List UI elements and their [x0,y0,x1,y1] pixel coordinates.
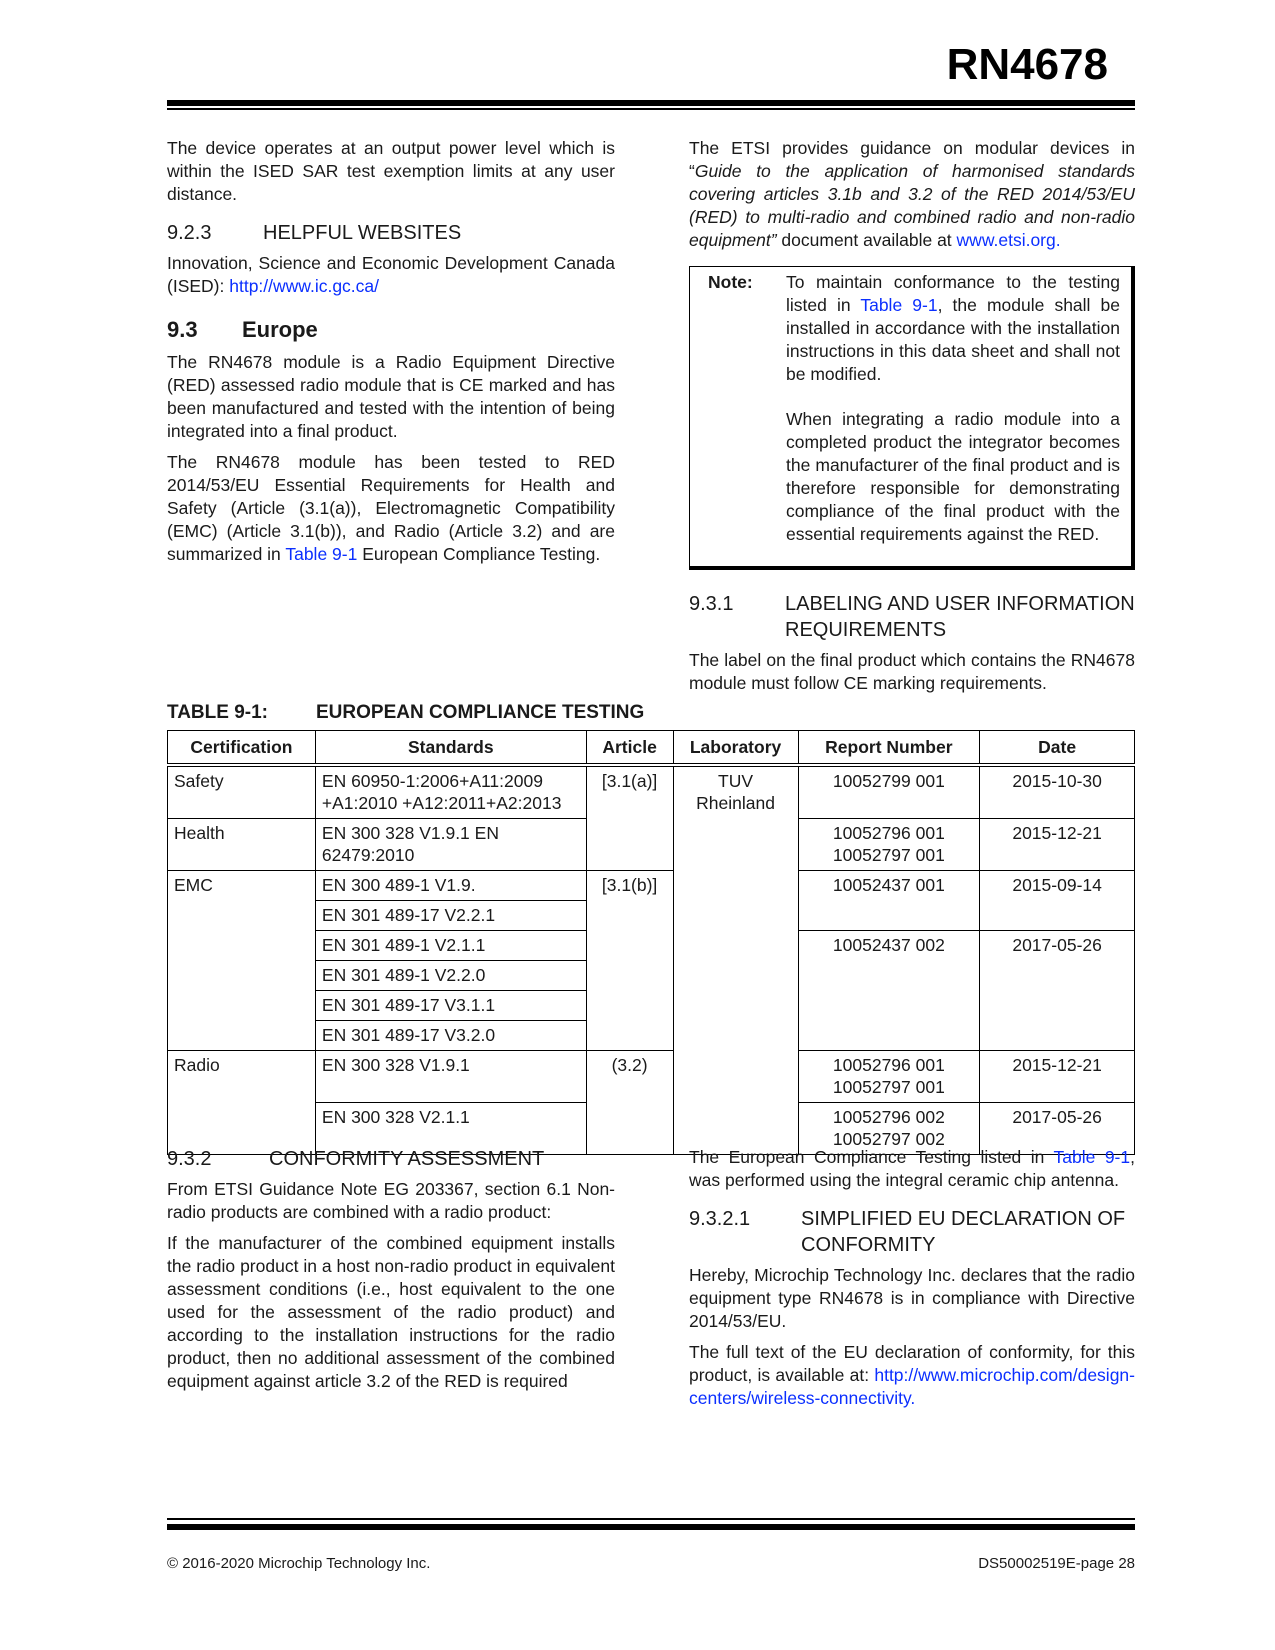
paragraph-declaration: Hereby, Microchip Technology Inc. declares that the radio equipment type RN4678 is in compliance with Directive 2014/53/EU. [689,1265,1135,1331]
heading-number: 9.3.2.1 [689,1208,751,1230]
footer-rule-thin [167,1518,1135,1520]
standard-cell: EN 301 489-17 V3.2.0 [315,1021,586,1051]
paragraph-full-text [689,1341,1135,1410]
cert-cell: Radio [168,1051,316,1155]
header-rule-thick [167,100,1135,106]
paragraph-label: The label on the final product which contains the RN4678 module must follow CE marking requirements. [689,650,1135,693]
article-cell: [3.1(a)] [586,765,673,871]
heading-text: CONFORMITY ASSESSMENT [269,1148,545,1170]
header-certification: Certification [168,731,316,766]
date-cell: 2015-12-21 [980,819,1135,871]
paragraph-red-module: The RN4678 module is a Radio Equipment Directive (RED) assessed radio module that is CE marked and has been manufactured and tested with the intention of being integrated into a final product. [167,352,615,441]
standard-cell: EN 300 489-1 V1.9. [315,871,586,901]
report-cell: 10052796 001 10052797 001 [798,1051,980,1103]
note-paragraph-1 [786,271,1120,386]
heading-9-3-1 [689,591,1135,643]
report-cell: 10052799 001 [798,765,980,819]
cert-cell: Safety [168,765,316,819]
paragraph-etsi-guidance: From ETSI Guidance Note EG 203367, section 6.1 Non-radio products are combined with a radio product: [167,1179,615,1222]
antenna-table-link[interactable]: Table 9-1 [1053,1147,1131,1167]
etsi-guide-title: Guide to the application of harmonised standards covering articles 3.1b and 3.2 of the RED 2014/53/EU (RED) to multi-radio and combined radio and non-radio equipment” [689,161,1135,250]
header-report-number: Report Number [798,731,980,766]
microchip-link[interactable]: http://www.microchip.com/design-centers/wireless-connectivity [689,1365,1135,1408]
footer-copyright: © 2016-2020 Microchip Technology Inc. [167,1555,431,1572]
date-cell: 2015-10-30 [980,765,1135,819]
heading-text: Europe [242,317,318,342]
full-text-end: . [910,1388,916,1408]
heading-text: HELPFUL WEBSITES [263,222,462,244]
etsi-text-b: document available at [776,230,957,250]
red-tested-end: European Compliance Testing. [357,544,601,564]
table-caption-title: EUROPEAN COMPLIANCE TESTING [316,702,645,723]
table-row [168,765,1135,819]
heading-number: 9.3.2 [167,1148,212,1170]
left-column-bottom [167,1146,615,1401]
header-laboratory: Laboratory [673,731,798,766]
heading-9-3-2-1 [689,1206,1135,1258]
right-column-top [689,137,1135,260]
note-label: Note: [708,272,753,292]
date-cell: 2017-05-26 [980,931,1135,1051]
standard-cell: EN 60950-1:2006+A11:2009 +A1:2010 +A12:2011+A2:2013 [315,765,586,819]
paragraph-red-tested [167,451,615,566]
note-text [786,271,1120,546]
standard-cell: EN 301 489-17 V2.2.1 [315,901,586,931]
note-text-b: , the module shall be installed in accordance with the installation instructions in this data sheet and shall not be modified. [786,295,1120,384]
paragraph-conformity: If the manufacturer of the combined equipment installs the radio product in a host non-radio product in equivalent assessment conditions (i.e., host equivalent to the one used for the assessment of the radio product) and according to the installation instructions for the radio product, then no additional assessment of the combined equipment against article 3.2 of the RED is required [167,1233,615,1391]
right-column-bottom [689,1146,1135,1418]
heading-9-2-3 [167,220,615,246]
paragraph-antenna [689,1146,1135,1192]
standard-cell: EN 301 489-1 V2.1.1 [315,931,586,961]
standard-cell: EN 300 328 V1.9.1 [315,1051,586,1103]
table-row [168,1051,1135,1103]
antenna-text-a: The European Compliance Testing listed in [689,1147,1054,1167]
date-cell: 2015-12-21 [980,1051,1135,1103]
report-cell: 10052437 002 [798,931,980,1051]
red-tested-text: The RN4678 module has been tested to RED 2014/53/EU Essential Requirements for Health and Safety (Article (3.1(a)), Electromagnetic Compatibility (EMC) (Article 3.1(b)), and Radio (Article 3.2) and are summarized in [167,452,615,564]
note-table-link[interactable]: Table 9-1 [860,295,938,315]
table-header-row [168,731,1135,766]
report-cell: 10052437 001 [798,871,980,931]
table-caption-number: TABLE 9-1: [167,702,268,723]
article-cell: [3.1(b)] [586,871,673,1051]
compliance-table [167,730,1135,1155]
article-cell: (3.2) [586,1051,673,1155]
note-box [689,266,1135,570]
heading-number: 9.2.3 [167,222,212,244]
header-rule-thin [167,108,1135,110]
report-cell: 10052796 002 10052797 002 [798,1103,980,1155]
cert-cell: Health [168,819,316,871]
heading-number: 9.3 [167,317,198,342]
heading-text: SIMPLIFIED EU DECLARATION OF CONFORMITY [801,1208,1126,1256]
ised-link[interactable]: http://www.ic.gc.ca/ [229,276,380,296]
heading-9-3 [167,318,615,341]
header-standards: Standards [315,731,586,766]
cert-cell: EMC [168,871,316,1051]
heading-number: 9.3.1 [689,593,734,615]
ised-text: Innovation, Science and Economic Development Canada (ISED): [167,253,615,296]
etsi-text: The ETSI provides guidance on modular devices in “ [689,138,1135,181]
standard-cell: EN 301 489-17 V3.1.1 [315,991,586,1021]
table-9-1-link[interactable]: Table 9-1 [285,544,358,564]
paragraph-etsi [689,137,1135,252]
note-paragraph-2: When integrating a radio module into a completed product the integrator becomes the manufacturer of the final product and is therefore responsible for demonstrating compliance of the final product with the essential requirements against the RED. [786,409,1120,544]
report-cell: 10052796 001 10052797 001 [798,819,980,871]
left-column-top [167,137,615,574]
document-title: RN4678 [946,40,1108,89]
paragraph-sar: The device operates at an output power level which is within the ISED SAR test exemption limits at any user distance. [167,138,615,204]
full-text-a: The full text of the EU declaration of conformity, for this product, is available at: [689,1342,1135,1385]
table-row [168,871,1135,901]
header-article: Article [586,731,673,766]
antenna-text-b: , was performed using the integral ceramic chip antenna. [689,1147,1135,1190]
note-text-a: To maintain conformance to the testing listed in [786,272,1120,315]
header-date: Date [980,731,1135,766]
etsi-link[interactable]: www.etsi.org [956,230,1056,250]
standard-cell: EN 300 328 V1.9.1 EN 62479:2010 [315,819,586,871]
paragraph-ised [167,252,615,298]
standard-cell: EN 301 489-1 V2.2.0 [315,961,586,991]
heading-9-3-2 [167,1146,615,1172]
right-column-labeling [689,591,1135,703]
etsi-end: . [1055,230,1061,250]
footer-page-number: DS50002519E-page 28 [978,1555,1135,1572]
footer-rule-thick [167,1524,1135,1530]
standard-cell: EN 300 328 V2.1.1 [315,1103,586,1155]
date-cell: 2017-05-26 [980,1103,1135,1155]
date-cell: 2015-09-14 [980,871,1135,931]
laboratory-cell: TUV Rheinland [673,765,798,1155]
heading-text: LABELING AND USER INFORMATION REQUIREMENTS [785,593,1135,641]
table-caption [167,702,644,724]
